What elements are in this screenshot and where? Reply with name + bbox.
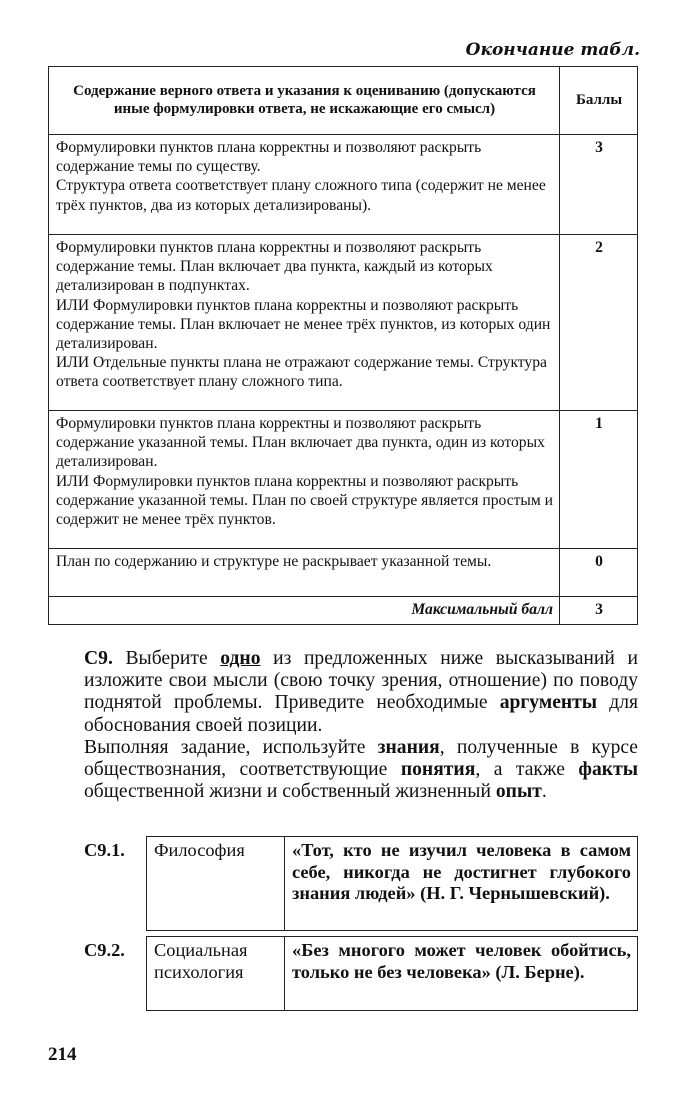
criteria-text: ИЛИ Формулировки пунктов плана корректны и позволяют раскрыть содержание указанной темы. План по своей структуре является простым и содержит не менее трёх пунктов. [56, 472, 554, 529]
table-row [49, 135, 638, 235]
choice-quote: «Тот, кто не изучил человека в самом себе, никогда не достигнет глубокого знания людей» (Н. Г. Чернышевский). [285, 837, 638, 931]
points-cell: 2 [560, 235, 638, 411]
task-paragraph-1 [84, 648, 638, 737]
task-emphasis: одно [220, 648, 261, 669]
task-emphasis: опыт [495, 781, 542, 803]
choice-table [146, 836, 638, 931]
choice-table [146, 936, 638, 1011]
criteria-cell [49, 411, 560, 549]
task-text: Выберите [125, 648, 208, 669]
choice-number: С9.2. [84, 940, 125, 960]
max-score-value: 3 [560, 597, 638, 625]
criteria-text: План по содержанию и структуре не раскрывает указанной темы. [56, 553, 492, 570]
max-score-label: Максимальный балл [49, 597, 560, 625]
task-emphasis: аргументы [499, 692, 598, 714]
choice-quote: «Без многого может человек обойтись, только не без человека» (Л. Берне). [285, 937, 638, 1011]
criteria-cell [49, 135, 560, 235]
task-text: из предложенных ниже высказываний и изложите свои мысли (свою точку зрения, отношение) по поводу поднятой проблемы. Приведите необходимые [84, 648, 638, 714]
criteria-text: Структура ответа соответствует плану сложного типа (содержит не менее трёх пунктов, два из которых детализированы). [56, 177, 546, 214]
table-row [49, 411, 638, 549]
task-text: . [541, 781, 547, 803]
task-text: для обоснования своей позиции. [84, 692, 639, 736]
task-emphasis: знания [377, 736, 440, 758]
points-cell: 3 [560, 135, 638, 235]
task-paragraph-2 [84, 737, 638, 804]
task-emphasis: понятия [400, 759, 476, 781]
task-text: , полученные в курсе обществознания, соответствующие [84, 736, 638, 781]
criteria-text: Формулировки пунктов плана корректны и позволяют раскрыть содержание указанной темы. План включает два пункта, один из которых детализирован. [56, 415, 545, 471]
header-criteria: Содержание верного ответа и указания к оцениванию (допускаются иные формулировки ответа, не искажающие его смысл) [49, 67, 560, 135]
points-cell: 0 [560, 549, 638, 597]
task-text: Выполняя задание, используйте [84, 736, 366, 758]
choice-topic: Философия [147, 837, 285, 931]
choice-topic: Социальная психология [147, 937, 285, 1011]
table-row [49, 235, 638, 411]
header-points: Баллы [560, 67, 638, 135]
task-c9 [84, 648, 638, 803]
criteria-text: Формулировки пунктов плана корректны и позволяют раскрыть содержание темы. План включает два пункта, каждый из которых детализирован в подпунктах. [56, 239, 493, 295]
criteria-cell [49, 549, 560, 597]
table-row [49, 549, 638, 597]
task-text: общественной жизни и собственный жизненный [84, 781, 491, 803]
table-header-row [49, 67, 638, 135]
points-cell: 1 [560, 411, 638, 549]
grading-table [48, 66, 638, 625]
criteria-text: ИЛИ Формулировки пунктов плана корректны и позволяют раскрыть содержание темы. План включает не менее трёх пунктов, из которых один детализирован. [56, 296, 551, 353]
task-emphasis: факты [578, 759, 638, 781]
task-text: , а также [475, 759, 565, 781]
page-number: 214 [48, 1044, 77, 1065]
criteria-cell [49, 235, 560, 411]
task-number: С9. [84, 648, 113, 669]
max-score-row [49, 597, 638, 625]
choice-number: С9.1. [84, 840, 125, 860]
continuation-caption: Окончание табл. [465, 40, 640, 60]
criteria-text: ИЛИ Отдельные пункты плана не отражают содержание темы. Структура ответа соответствует плану сложного типа. [56, 354, 547, 391]
table-row [147, 937, 638, 1011]
table-row [147, 837, 638, 931]
criteria-text: Формулировки пунктов плана корректны и позволяют раскрыть содержание темы по существу. [56, 139, 482, 176]
